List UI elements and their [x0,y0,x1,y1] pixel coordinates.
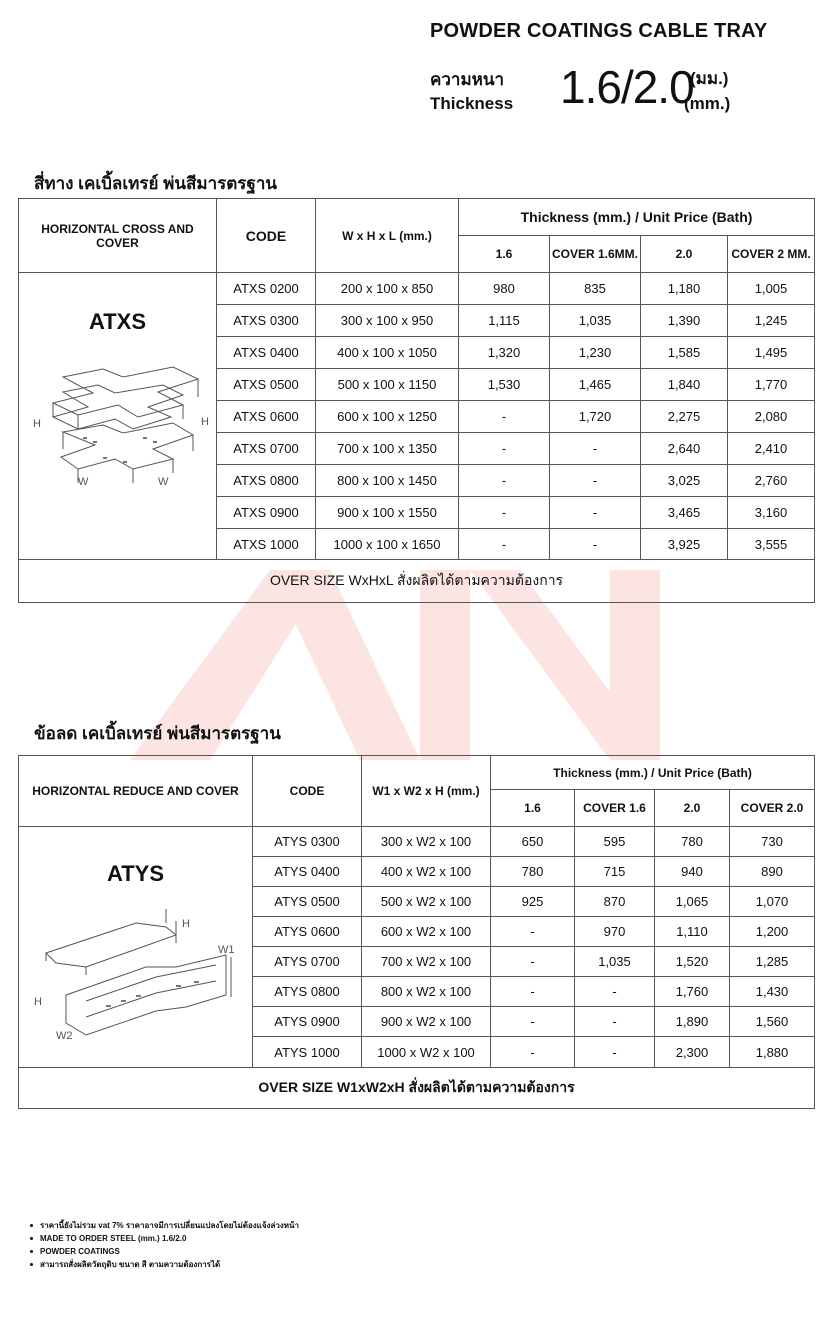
price-cell: 2,080 [728,401,815,433]
price-cell: 970 [575,917,655,947]
price-cell: 1,495 [728,337,815,369]
code-cell: ATYS 0600 [253,917,362,947]
price-cell: 3,925 [641,529,728,560]
price-cell: 1,180 [641,273,728,305]
code-cell: ATXS 0300 [217,305,316,337]
price-cell: - [550,433,641,465]
code-cell: ATXS 0400 [217,337,316,369]
dims-cell: 600 x W2 x 100 [362,917,491,947]
thickness-label-th: ความหนา [430,70,505,89]
dims-cell: 1000 x 100 x 1650 [316,529,459,560]
price-cell: 1,585 [641,337,728,369]
price-cell: - [491,977,575,1007]
sub-col-header: 1.6 [491,790,575,827]
code-cell: ATXS 0600 [217,401,316,433]
dims-cell: 500 x W2 x 100 [362,887,491,917]
model-label: ATYS [106,861,165,886]
col-header-product: HORIZONTAL REDUCE AND COVER [19,756,253,827]
dims-cell: 200 x 100 x 850 [316,273,459,305]
price-cell: 2,300 [655,1037,730,1068]
price-cell: 1,880 [730,1037,815,1068]
price-cell: - [550,529,641,560]
col-header-dims: W x H x L (mm.) [316,199,459,273]
dims-cell: 600 x 100 x 1250 [316,401,459,433]
product-diagram-cell [19,827,253,1068]
dims-cell: 900 x 100 x 1550 [316,497,459,529]
price-cell: 1,320 [459,337,550,369]
col-header-code: CODE [217,199,316,273]
dimension-label-h: H [33,996,42,1008]
price-cell: - [459,433,550,465]
footnote-item: POWDER COATINGS [30,1245,299,1258]
dimension-label-h: H [32,418,41,430]
code-cell: ATYS 0700 [253,947,362,977]
price-cell: 2,760 [728,465,815,497]
price-cell: 870 [575,887,655,917]
dims-cell: 300 x W2 x 100 [362,827,491,857]
price-cell: - [575,977,655,1007]
dims-cell: 300 x 100 x 950 [316,305,459,337]
price-cell: 1,115 [459,305,550,337]
page-title: POWDER COATINGS CABLE TRAY [430,20,768,42]
thickness-unit-en: (mm.) [684,94,731,113]
price-cell: 3,465 [641,497,728,529]
col-header-price-group: Thickness (mm.) / Unit Price (Bath) [459,199,815,236]
product-diagram-cell [19,273,217,560]
price-cell: 1,840 [641,369,728,401]
price-cell: 2,275 [641,401,728,433]
code-cell: ATYS 1000 [253,1037,362,1068]
thickness-label-en: Thickness [430,94,514,113]
price-cell: 2,410 [728,433,815,465]
dims-cell: 400 x 100 x 1050 [316,337,459,369]
price-cell: 780 [491,857,575,887]
dims-cell: 800 x W2 x 100 [362,977,491,1007]
code-cell: ATXS 1000 [217,529,316,560]
model-label: ATXS [88,309,147,334]
price-cell: 1,005 [728,273,815,305]
dims-cell: 900 x W2 x 100 [362,1007,491,1037]
price-cell: 940 [655,857,730,887]
code-cell: ATYS 0300 [253,827,362,857]
sub-col-header: 2.0 [641,236,728,273]
price-cell: 1,245 [728,305,815,337]
sub-col-header: 2.0 [655,790,730,827]
price-cell: 1,200 [730,917,815,947]
code-cell: ATXS 0800 [217,465,316,497]
oversize-note: OVER SIZE W1xW2xH สั่งผลิตได้ตามความต้องการ [19,1068,815,1109]
code-cell: ATXS 0700 [217,433,316,465]
footnote-item: สามารถสั่งผลิตวัตถุดิบ ขนาด สี ตามความต้องการได้ [30,1258,299,1271]
price-table-cross [18,198,815,603]
sub-col-header: COVER 2 MM. [728,236,815,273]
dims-cell: 1000 x W2 x 100 [362,1037,491,1068]
dimension-label-w1: W1 [217,944,234,956]
price-cell: - [491,1037,575,1068]
price-cell: - [459,497,550,529]
price-cell: 780 [655,827,730,857]
dimension-label-w: W [157,476,168,487]
price-cell: - [459,529,550,560]
price-cell: 890 [730,857,815,887]
thickness-value: 1.6/2.0 [560,61,694,113]
dims-cell: 500 x 100 x 1150 [316,369,459,401]
price-cell: 1,890 [655,1007,730,1037]
price-table-reduce [18,755,815,1109]
oversize-note: OVER SIZE WxHxL สั่งผลิตได้ตามความต้องการ [19,560,815,603]
col-header-product: HORIZONTAL CROSS AND COVER [19,199,217,273]
footnotes-list [30,1219,299,1271]
price-cell: - [459,465,550,497]
price-cell: 835 [550,273,641,305]
price-cell: - [550,465,641,497]
price-cell: 1,390 [641,305,728,337]
price-cell: 1,285 [730,947,815,977]
price-cell: 1,035 [550,305,641,337]
dimension-label-w: W [77,476,88,487]
col-header-code: CODE [253,756,362,827]
price-cell: 925 [491,887,575,917]
price-cell: 715 [575,857,655,887]
dims-cell: 700 x W2 x 100 [362,947,491,977]
dims-cell: 700 x 100 x 1350 [316,433,459,465]
sub-col-header: COVER 2.0 [730,790,815,827]
dims-cell: 800 x 100 x 1450 [316,465,459,497]
code-cell: ATYS 0500 [253,887,362,917]
section-title-reduce: ข้อลด เคเบิ้ลเทรย์ พ่นสีมารตรฐาน [34,724,281,743]
col-header-dims: W1 x W2 x H (mm.) [362,756,491,827]
sub-col-header: COVER 1.6 [575,790,655,827]
price-cell: 1,230 [550,337,641,369]
price-cell: 650 [491,827,575,857]
section-title-cross: สี่ทาง เคเบิ้ลเทรย์ พ่นสีมารตรฐาน [34,174,277,193]
footnote-item: MADE TO ORDER STEEL (mm.) 1.6/2.0 [30,1232,299,1245]
price-cell: 730 [730,827,815,857]
price-cell: 2,640 [641,433,728,465]
price-cell: 595 [575,827,655,857]
reduce-tray-diagram [26,905,246,1045]
price-cell: - [550,497,641,529]
price-cell: - [491,947,575,977]
price-cell: - [491,1007,575,1037]
price-cell: 1,720 [550,401,641,433]
price-cell: - [575,1007,655,1037]
dimension-label-h: H [200,416,209,428]
price-cell: 3,160 [728,497,815,529]
price-cell: 1,770 [728,369,815,401]
dimension-label-w2: W2 [55,1030,72,1042]
price-cell: 1,465 [550,369,641,401]
thickness-unit-th: (มม.) [690,69,729,88]
code-cell: ATXS 0200 [217,273,316,305]
footnote-item: ราคานี้ยังไม่รวม vat 7% ราคาอาจมีการเปลี่ยนแปลงโดยไม่ต้องแจ้งล่วงหน้า [30,1219,299,1232]
code-cell: ATYS 0800 [253,977,362,1007]
price-cell: 1,520 [655,947,730,977]
sub-col-header: 1.6 [459,236,550,273]
price-cell: 3,555 [728,529,815,560]
col-header-price-group: Thickness (mm.) / Unit Price (Bath) [491,756,815,790]
sub-col-header: COVER 1.6MM. [550,236,641,273]
code-cell: ATYS 0900 [253,1007,362,1037]
code-cell: ATYS 0400 [253,857,362,887]
price-cell: 1,530 [459,369,550,401]
price-cell: 1,035 [575,947,655,977]
price-cell: 1,560 [730,1007,815,1037]
price-cell: 1,430 [730,977,815,1007]
dims-cell: 400 x W2 x 100 [362,857,491,887]
cross-tray-diagram [23,357,213,487]
code-cell: ATXS 0900 [217,497,316,529]
price-cell: - [459,401,550,433]
code-cell: ATXS 0500 [217,369,316,401]
price-cell: 1,070 [730,887,815,917]
price-cell: 1,760 [655,977,730,1007]
price-cell: - [575,1037,655,1068]
price-cell: 980 [459,273,550,305]
price-cell: 3,025 [641,465,728,497]
price-cell: 1,110 [655,917,730,947]
price-cell: 1,065 [655,887,730,917]
dimension-label-h: H [181,918,190,930]
price-cell: - [491,917,575,947]
